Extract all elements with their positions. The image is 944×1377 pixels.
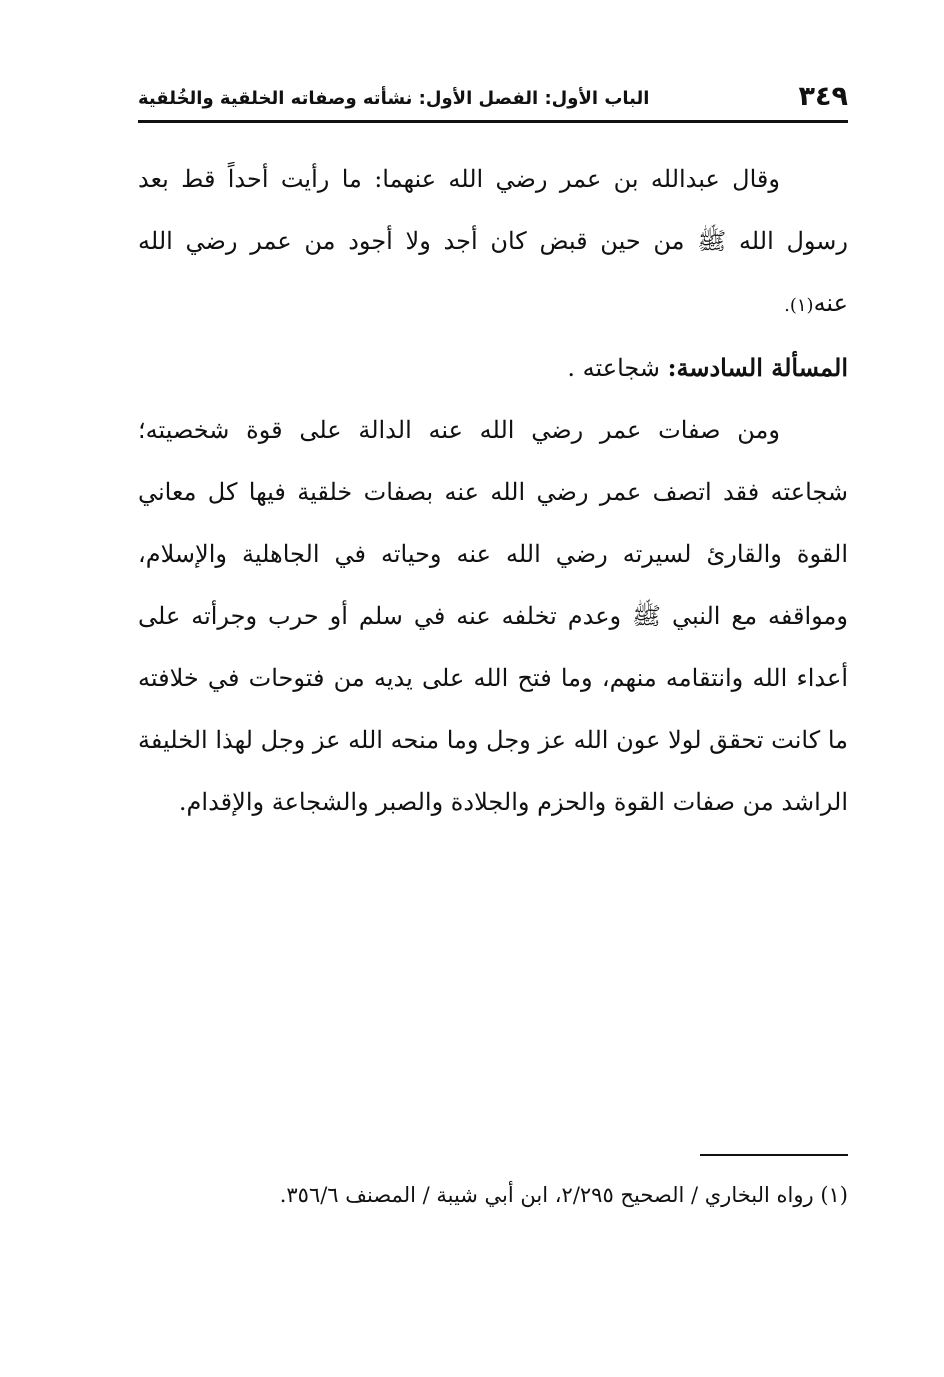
heading-title: شجاعته . xyxy=(567,354,668,382)
paragraph-1-text: وقال عبدالله بن عمر رضي الله عنهما: ما رأيت أحداً قط بعد رسول الله ﷺ من حين قبض كان أجد ولا أجود من عمر رضي الله عنه xyxy=(138,165,848,317)
section-heading xyxy=(138,337,848,399)
body-text xyxy=(138,148,848,833)
running-title: الباب الأول: الفصل الأول: نشأته وصفاته الخلقية والخُلقية xyxy=(138,88,650,109)
page-number: ٣٤٩ xyxy=(798,81,848,112)
running-header xyxy=(138,80,848,118)
paragraph-1 xyxy=(138,148,848,337)
footnote-reference: (١). xyxy=(784,295,814,316)
paragraph-2: ومن صفات عمر رضي الله عنه الدالة على قوة شخصيته؛ شجاعته فقد اتصف عمر رضي الله عنه بصفات خلقية فيها كل معاني القوة والقارئ لسيرته رضي الله عنه وحياته في الجاهلية والإسلام، ومواقفه مع النبي ﷺ وعدم تخلفه عنه في سلم أو حرب وجرأته على أعداء الله وانتقامه منهم، وما فتح الله على يديه من فتوحات في خلافته ما كانت تحقق لولا عون الله عز وجل وما منحه الله عز وجل لهذا الخليفة الراشد من صفات القوة والحزم والجلادة والصبر والشجاعة والإقدام. xyxy=(138,416,848,816)
footnote-1: (١) رواه البخاري / الصحيح ٢/٢٩٥، ابن أبي شيبة / المصنف ٣٥٦/٦. xyxy=(279,1183,848,1207)
heading-label: المسألة السادسة: xyxy=(667,353,848,382)
header-rule xyxy=(138,120,848,123)
footnote-rule xyxy=(700,1154,848,1156)
